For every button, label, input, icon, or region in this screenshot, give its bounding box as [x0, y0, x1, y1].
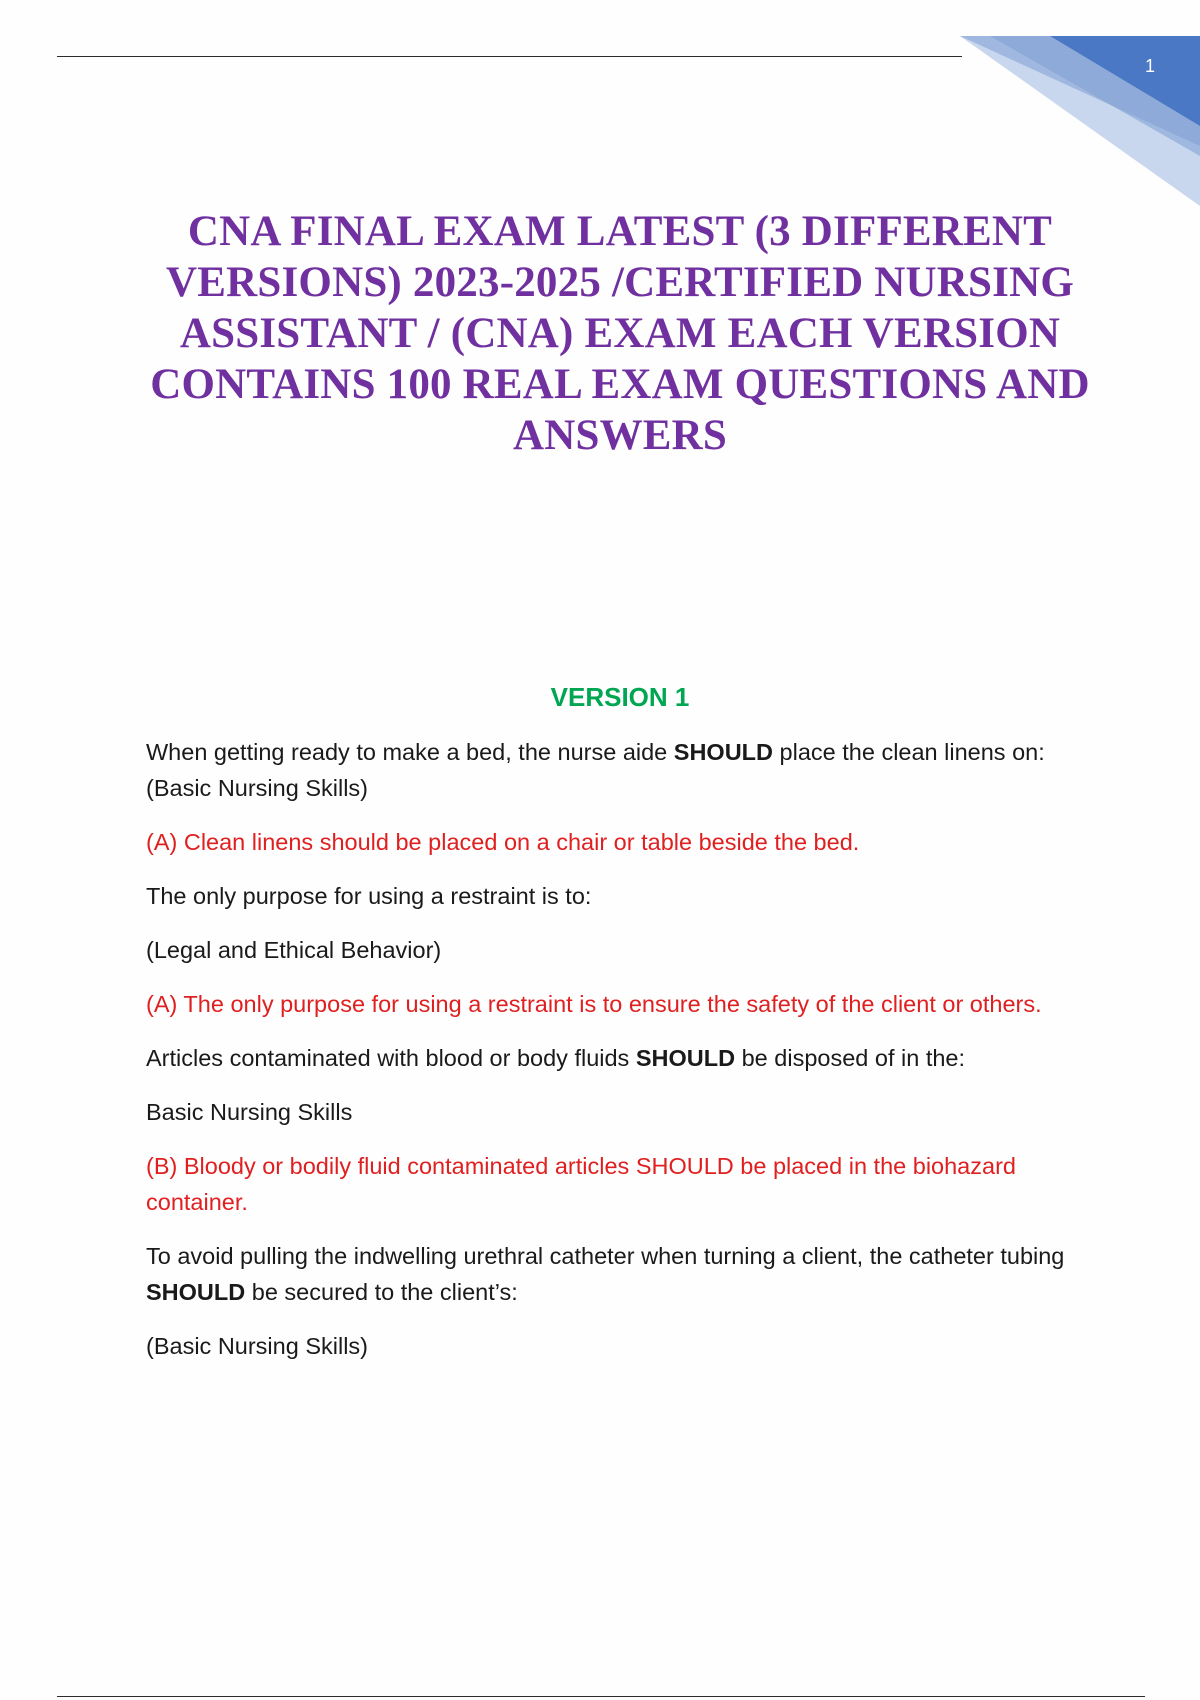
question-4-emphasis: SHOULD [146, 1279, 246, 1305]
question-1-text-end: place the clean linens on: (Basic Nursing Skills) [146, 739, 1045, 801]
question-3-emphasis: SHOULD [635, 1045, 736, 1071]
question-4-text-start: To avoid pulling the indwelling urethral catheter when turning a client, the catheter tubing [146, 1243, 1065, 1269]
question-3-text-end: be disposed of in the: [735, 1045, 966, 1071]
document-title: CNA FINAL EXAM LATEST (3 DIFFERENT VERSIONS) 2023-2025 /CERTIFIED NURSING ASSISTANT / (CNA) EXAM EACH VERSION CONTAINS 100 REAL EXAM QUESTIONS AND ANSWERS [150, 208, 1090, 459]
answer-2: (A) The only purpose for using a restraint is to ensure the safety of the client or others. [146, 991, 1042, 1017]
question-3-text-start: Articles contaminated with blood or body fluids [146, 1045, 636, 1071]
question-4-text-end: be secured to the client’s: [245, 1279, 518, 1305]
question-1-emphasis: SHOULD [673, 739, 774, 765]
question-4-category: (Basic Nursing Skills) [146, 1333, 368, 1359]
question-4 [146, 1238, 1086, 1310]
question-list [146, 734, 1086, 1382]
header-rule [57, 56, 962, 57]
page-number: 1 [1144, 56, 1155, 76]
answer-3: (B) Bloody or bodily fluid contaminated articles SHOULD be placed in the biohazard container. [146, 1153, 1016, 1215]
answer-1: (A) Clean linens should be placed on a chair or table beside the bed. [146, 829, 860, 855]
question-3-category: Basic Nursing Skills [146, 1099, 353, 1125]
footer-rule [57, 1696, 1145, 1697]
version-heading: VERSION 1 [550, 682, 690, 712]
question-1 [146, 734, 1086, 806]
question-2: The only purpose for using a restraint is to: [146, 883, 592, 909]
question-3 [146, 1040, 1086, 1076]
question-1-text-start: When getting ready to make a bed, the nurse aide [146, 739, 674, 765]
question-2-category: (Legal and Ethical Behavior) [146, 937, 442, 963]
